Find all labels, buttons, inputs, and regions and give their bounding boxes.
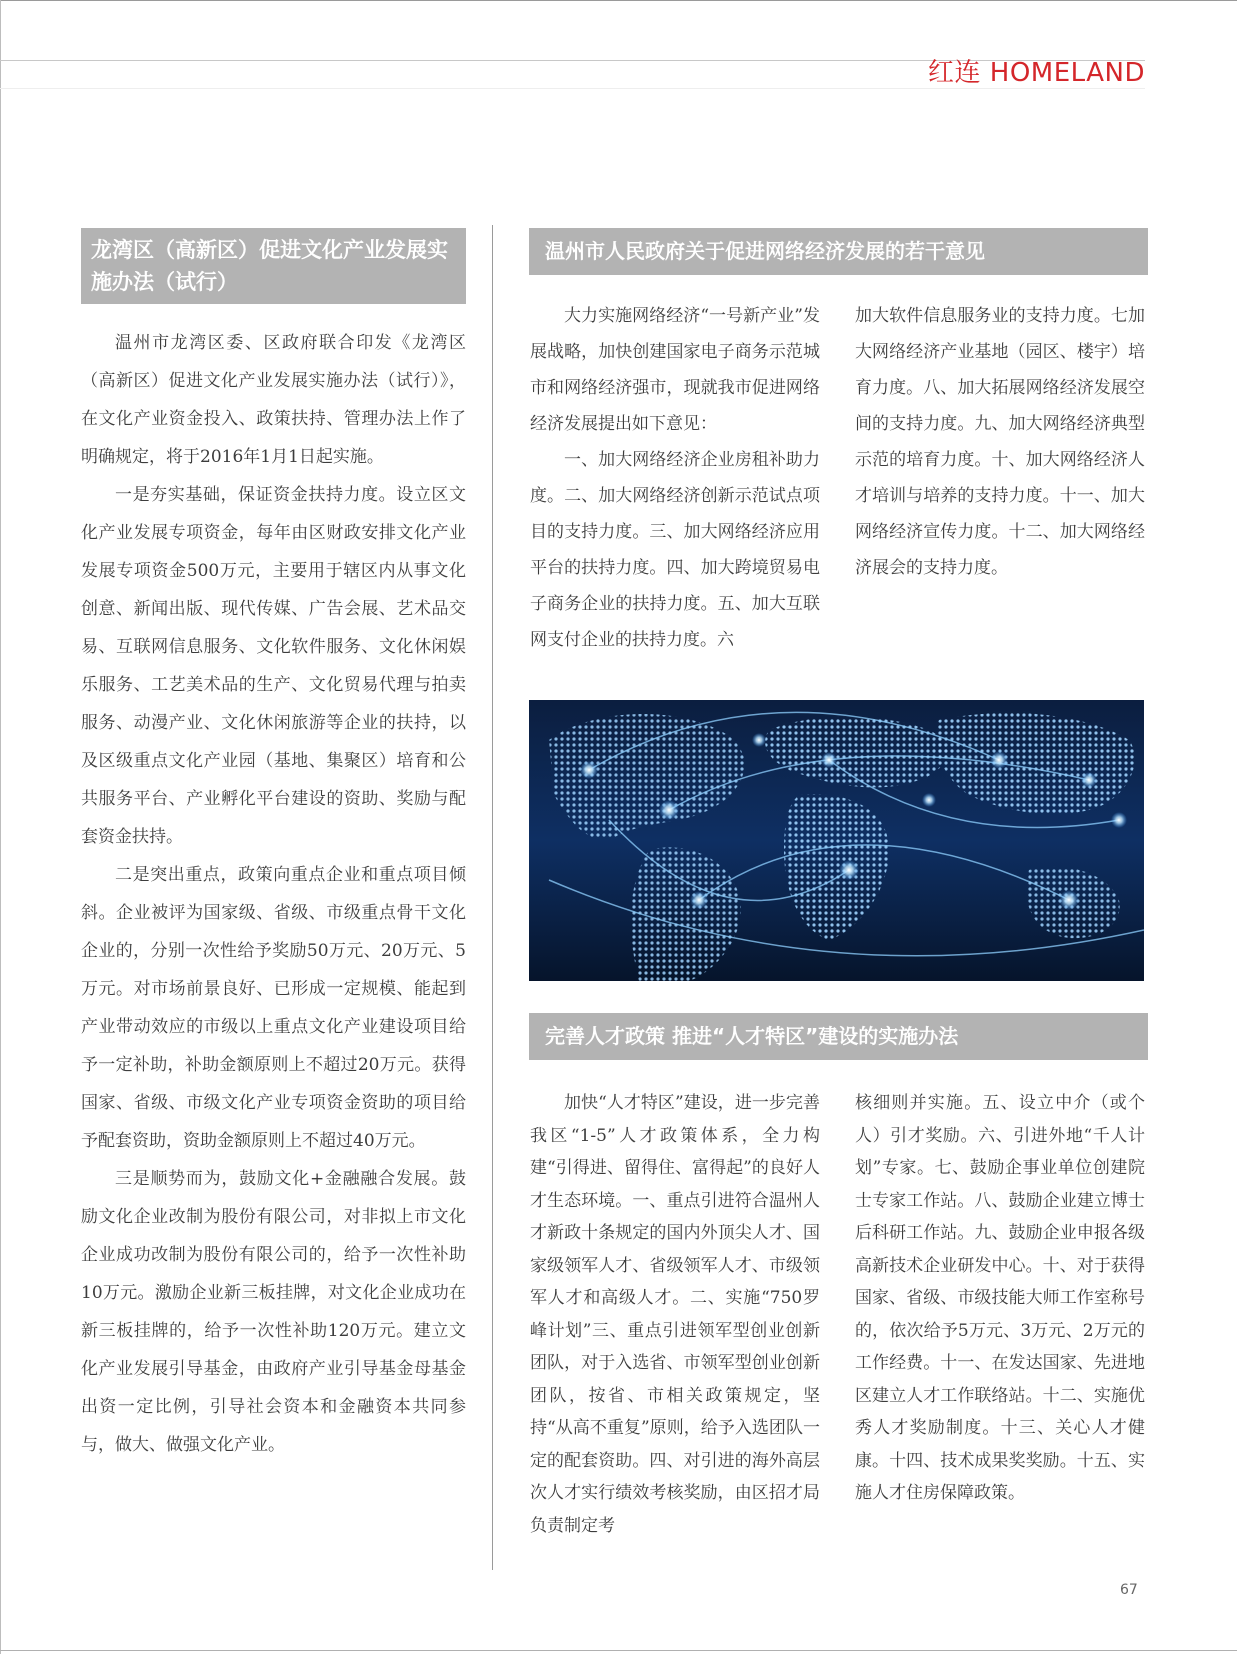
page-number: 67: [1120, 1582, 1138, 1598]
article1-paragraph: 温州市龙湾区委、区政府联合印发《龙湾区（高新区）促进文化产业发展实施办法（试行）》，在文化产业资金投入、政策扶持、管理办法上作了明确规定，将于2016年1月1日起实施。: [81, 333, 466, 467]
article3-body-right: [855, 1087, 1145, 1510]
page-border-left: [0, 0, 1, 1654]
article3-title: 完善人才政策 推进“人才特区”建设的实施办法: [529, 1013, 1148, 1060]
article1-paragraph: 一是夯实基础，保证资金扶持力度。设立区文化产业发展专项资金，每年由区财政安排文化产业发展专项资金500万元，主要用于辖区内从事文化创意、新闻出版、现代传媒、广告会展、艺术品交易、互联网信息服务、文化软件服务、文化休闲娱乐服务、工艺美术品的生产、文化贸易代理与拍卖服务、动漫产业、文化休闲旅游等企业的扶持，以及区级重点文化产业园（基地、集聚区）培育和公共服务平台、产业孵化平台建设的资助、奖励与配套资金扶持。: [81, 485, 466, 847]
article1-title: 龙湾区（高新区）促进文化产业发展实施办法（试行）: [81, 228, 466, 304]
article2-body-right: [855, 298, 1145, 586]
article1-paragraph: 三是顺势而为，鼓励文化+金融融合发展。鼓励文化企业改制为股份有限公司，对非拟上市文化企业成功改制为股份有限公司的，给予一次性补助10万元。激励企业新三板挂牌，对文化企业成功在新三板挂牌的，给予一次性补助120万元。建立文化产业发展引导基金，由政府产业引导基金母基金出资一定比例，引导社会资本和金融资本共同参与，做大、做强文化产业。: [81, 1169, 466, 1455]
article1-paragraph: 二是突出重点，政策向重点企业和重点项目倾斜。企业被评为国家级、省级、市级重点骨干文化企业的，分别一次性给予奖励50万元、20万元、5万元。对市场前景良好、已形成一定规模、能起到产业带动效应的市级以上重点文化产业建设项目给予一定补助，补助金额原则上不超过20万元。获得国家、省级、市级文化产业专项资金资助的项目给予配套资助，资助金额原则上不超过40万元。: [81, 865, 466, 1151]
article3-paragraph: 加快“人才特区”建设，进一步完善我区“1-5”人才政策体系，全力构建“引得进、留得住、富得起”的良好人才生态环境。一、重点引进符合温州人才新政十条规定的国内外顶尖人才、国家级领军人才、省级领军人才、市级领军人才和高级人才。二、实施“750罗峰计划”三、重点引进领军型创业创新团队，对于入选省、市领军型创业创新团队，按省、市相关政策规定，坚持“从高不重复”原则，给予入选团队一定的配套资助。四、对引进的海外高层次人才实行绩效考核奖励，由区招才局负责制定考: [530, 1093, 820, 1536]
article3-paragraph: 核细则并实施。五、设立中介（或个人）引才奖励。六、引进外地“千人计划”专家。七、鼓励企事业单位创建院士专家工作站。八、鼓励企业建立博士后科研工作站。九、鼓励企业申报各级高新技术企业研发中心。十、对于获得国家、省级、市级技能大师工作室称号的，依次给予5万元、3万元、2万元的工作经费。十一、在发达国家、先进地区建立人才工作联络站。十二、实施优秀人才奖励制度。十三、关心人才健康。十四、技术成果奖奖励。十五、实施人才住房保障政策。: [855, 1093, 1145, 1503]
article1-body: [81, 324, 466, 1464]
brand-logo: 红连 HOMELAND: [928, 58, 1145, 88]
article2-paragraph: 大力实施网络经济“一号新产业”发展战略，加快创建国家电子商务示范城市和网络经济强市，现就我市促进网络经济发展提出如下意见：: [530, 306, 820, 434]
article2-paragraph: 加大软件信息服务业的支持力度。七加大网络经济产业基地（园区、楼宇）培育力度。八、加大拓展网络经济发展空间的支持力度。九、加大网络经济典型示范的培育力度。十、加大网络经济人才培训与培养的支持力度。十一、加大网络经济宣传力度。十二、加大网络经济展会的支持力度。: [855, 306, 1145, 578]
world-network-photo: [529, 700, 1144, 981]
article2-title: 温州市人民政府关于促进网络经济发展的若干意见: [529, 228, 1148, 275]
article2-paragraph: 一、加大网络经济企业房租补助力度。二、加大网络经济创新示范试点项目的支持力度。三、加大网络经济应用平台的扶持力度。四、加大跨境贸易电子商务企业的扶持力度。五、加大互联网支付企业的扶持力度。六: [530, 450, 820, 650]
page-border-bottom: [0, 1650, 1237, 1651]
column-divider: [492, 225, 493, 1570]
article3-body-left: [530, 1087, 820, 1542]
header-rule-light: [0, 88, 1145, 89]
article2-body-left: [530, 298, 820, 658]
page-border-top: [0, 0, 1237, 1]
